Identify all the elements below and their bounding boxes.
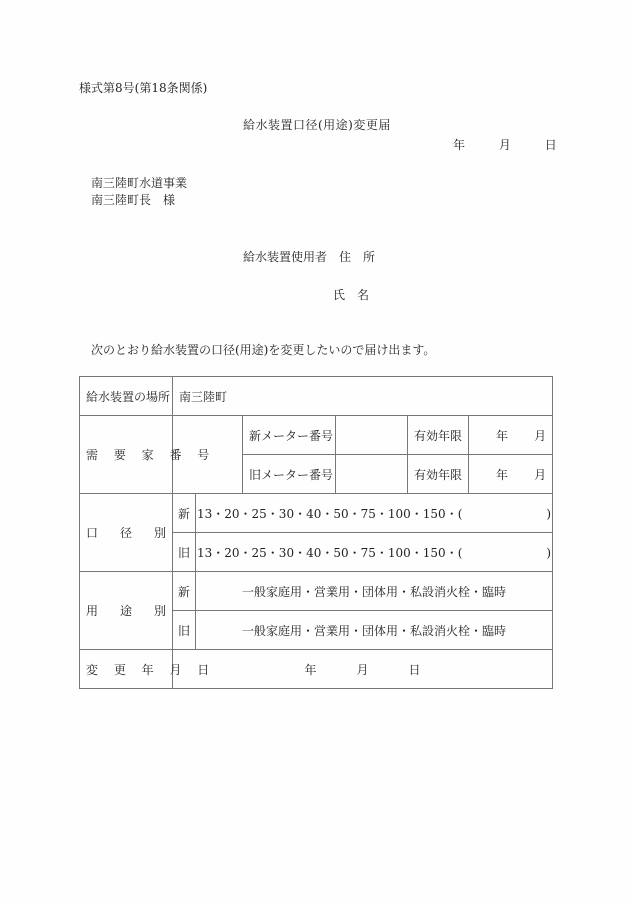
new-meter-row	[80, 416, 553, 455]
old-meter-field[interactable]	[336, 455, 408, 494]
change-date-label: 変 更 年 月 日	[80, 650, 173, 689]
form-number: 様式第8号(第18条関係)	[79, 81, 208, 95]
diameter-old-label: 旧	[173, 533, 196, 572]
intro-text: 次のとおり給水装置の口径(用途)を変更したいので届け出ます。	[91, 343, 436, 357]
label-char: 口	[86, 526, 99, 540]
diameter-new-row	[80, 494, 553, 533]
month-label: 月	[356, 662, 369, 677]
diameter-new-options[interactable]: 13・20・25・30・40・50・75・100・150・( )	[196, 494, 553, 533]
old-valid-field[interactable]	[469, 455, 553, 494]
usage-old-label: 旧	[173, 611, 196, 650]
addressee-person: 南三陸町長 様	[91, 193, 176, 207]
month-label: 月	[534, 467, 547, 482]
name-label: 氏 名	[333, 288, 370, 302]
label-char: 用	[86, 604, 99, 618]
label-char: 途	[119, 604, 132, 618]
change-date-row	[80, 650, 553, 689]
usage-old-options[interactable]: 一般家庭用・営業用・団体用・私設消火栓・臨時	[196, 611, 553, 650]
month-label: 月	[534, 428, 547, 443]
usage-new-label: 新	[173, 572, 196, 611]
document-title: 給水装置口径(用途)変更届	[243, 118, 391, 132]
old-meter-label: 旧メーター番号	[243, 455, 336, 494]
change-date-field[interactable]	[173, 650, 553, 689]
usage-new-options[interactable]: 一般家庭用・営業用・団体用・私設消火栓・臨時	[196, 572, 553, 611]
new-valid-field[interactable]	[469, 416, 553, 455]
applicant-label: 給水装置使用者	[243, 250, 328, 264]
applicant-address-row	[243, 250, 375, 264]
addressee-org: 南三陸町水道事業	[91, 176, 188, 190]
change-form-table	[79, 376, 553, 689]
new-valid-label: 有効年限	[408, 416, 469, 455]
year-label: 年	[453, 138, 466, 152]
year-label: 年	[496, 467, 509, 482]
old-valid-label: 有効年限	[408, 455, 469, 494]
address-label: 住 所	[339, 250, 376, 264]
label-char: 別	[153, 526, 166, 540]
usage-label	[80, 572, 173, 650]
diameter-new-label: 新	[173, 494, 196, 533]
usage-new-row	[80, 572, 553, 611]
day-label: 日	[544, 138, 557, 152]
new-meter-field[interactable]	[336, 416, 408, 455]
location-label: 給水装置の場所	[80, 377, 173, 416]
year-label: 年	[304, 662, 317, 677]
new-meter-label: 新メーター番号	[243, 416, 336, 455]
location-value[interactable]: 南三陸町	[173, 377, 553, 416]
month-label: 月	[498, 138, 511, 152]
diameter-label	[80, 494, 173, 572]
submission-date	[453, 138, 557, 152]
day-label: 日	[408, 662, 421, 677]
year-label: 年	[496, 428, 509, 443]
diameter-old-options[interactable]: 13・20・25・30・40・50・75・100・150・( )	[196, 533, 553, 572]
label-char: 別	[153, 604, 166, 618]
location-row	[80, 377, 553, 416]
customer-number-label: 需 要 家 番 号	[80, 416, 173, 494]
label-char: 径	[119, 526, 132, 540]
